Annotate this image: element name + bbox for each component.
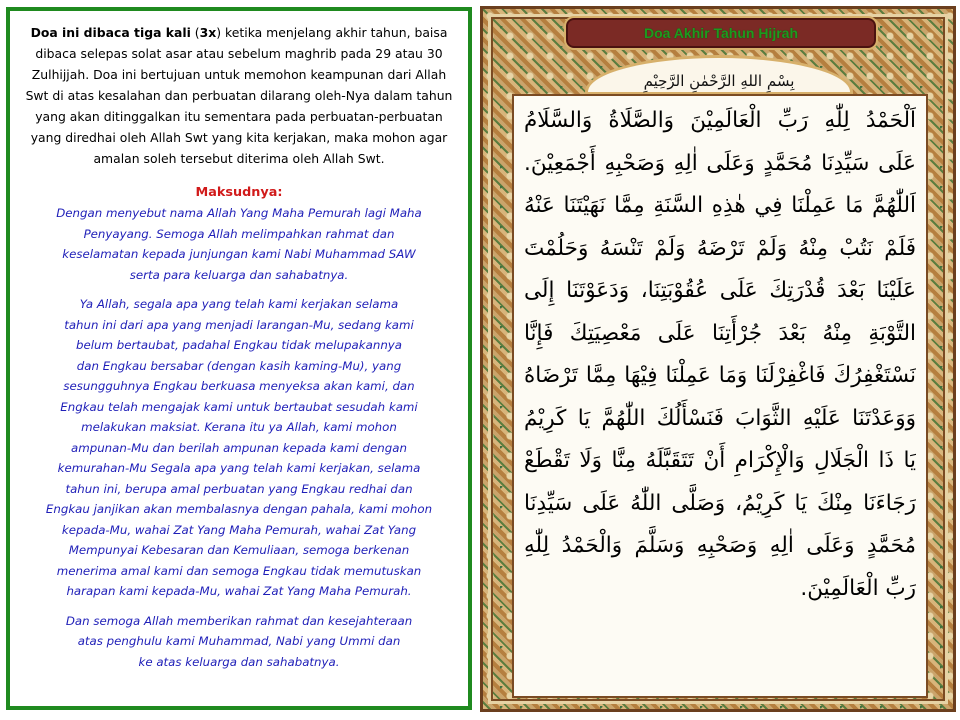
translation-line: menerima amal kami dan semoga Engkau tidak memutuskan — [56, 563, 422, 578]
translation-line: Engkau janjikan akan membalasnya dengan pahala, kami mohon — [45, 502, 433, 516]
translation-line: Dan semoga Allah memberikan rahmat dan kesejahteraan — [65, 613, 413, 628]
arabic-line: التَّوْبَةِ مِنْهُ بَعْدَ جُرْأَتِنَا عَلَى مَعْصِيَتِكَ فَإِنَّا — [524, 320, 916, 346]
translation-line: belum bertaubat, padahal Engkau tidak melupakannya — [75, 338, 403, 352]
translation-line: ke atas keluarga dan sahabatnya. — [138, 654, 340, 669]
translation-line: keselamatan kepada junjungan kami Nabi Muhammad SAW — [62, 247, 416, 261]
translation-line: Ya Allah, segala apa yang telah kami kerjakan selama — [79, 297, 399, 311]
arabic-line: مُحَمَّدٍ وَعَلَى اٰلِهِ وَصَحْبِهِ وَسَلَّمَ وَالْحَمْدُ لِلّٰهِ — [524, 533, 916, 558]
arabic-line: عَلَى سَيِّدِنَا مُحَمَّدٍ وَعَلَى اٰلِهِ وَصَحْبِهِ أَجْمَعِيْنَ. — [524, 150, 916, 176]
maksudnya-heading: Maksudnya: — [195, 185, 283, 200]
translation-line: kepada-Mu, wahai Zat Yang Maha Pemurah, wahai Zat Yang — [61, 522, 417, 537]
translation-paragraph-3 — [22, 611, 456, 673]
arabic-line: وَوَعَدْتَنَا عَلَيْهِ الثَّوَابَ فَنَسْأَلُكَ اللّٰهُمَّ يَا كَرِيْمُ — [524, 405, 916, 431]
arabic-line: رَبِّ الْعَالَمِيْنَ. — [800, 575, 916, 601]
translation-line: kemurahan-Mu Segala apa yang telah kami kerjakan, selama — [57, 461, 421, 475]
translation-line: Penyayang. Semoga Allah melimpahkan rahmat dan — [83, 226, 395, 241]
intro-bold-count: 3x — [199, 25, 217, 40]
translation-line: Dengan menyebut nama Allah Yang Maha Pemurah lagi Maha — [56, 206, 422, 220]
translation-line: melakukan maksiat. Kerana itu ya Allah, kami mohon — [81, 420, 397, 434]
intro-paren-open: ( — [190, 25, 200, 40]
arabic-line: يَا ذَا الْجَلَالِ وَالْإِكْرَامِ أَنْ تَتَقَبَّلَهُ مِنَّا وَلَا تَقْطَعْ — [524, 448, 916, 473]
arabic-line: عَلَيْنَا بَعْدَ قُدْرَتِكَ عَلَى عُقُوْبَتِنَا، وَدَعَوْتَنَا إِلَى — [524, 278, 916, 303]
translation-line: tahun ini, berupa amal perbuatan yang Engkau redhai dan — [65, 481, 413, 496]
translation-line: atas penghulu kami Muhammad, Nabi yang Ummi dan — [77, 634, 401, 648]
arabic-line: نَسْتَغْفِرُكَ فَاغْفِرْلَنَا وَمَا عَمِلْنَا فِيْهَا مِمَّا تَرْضَاهُ — [524, 363, 916, 388]
arabic-text-box — [512, 94, 928, 698]
translation-line: tahun ini dari apa yang menjadi larangan-Mu, sedang kami — [64, 317, 414, 332]
title-banner — [564, 16, 878, 50]
translation-paragraph-2 — [22, 294, 456, 602]
arabic-line: اَللّٰهُمَّ مَا عَمِلْنَا فِي هٰذِهِ السَّنَةِ مِمَّا نَهَيْتَنَا عَنْهُ — [524, 193, 916, 218]
translation-line: harapan kami kepada-Mu, wahai Zat Yang Maha Pemurah. — [66, 584, 412, 598]
bismillah-text: بِسْمِ اللهِ الرَّحْمٰنِ الرَّحِيْمِ — [643, 72, 795, 90]
translation-line: serta para keluarga dan sahabatnya. — [129, 267, 349, 282]
intro-bold-phrase: Doa ini dibaca tiga kali — [30, 25, 191, 40]
translation-line: sesungguhnya Engkau berkuasa menyeksa akan kami, dan — [63, 379, 415, 393]
intro-paragraph — [22, 22, 456, 169]
translation-line: ampunan-Mu dan berilah ampunan kepada kami dengan — [71, 440, 407, 455]
translation-line: Mempunyai Kebesaran dan Kemuliaan, semoga berkenan — [68, 543, 410, 557]
arabic-line: فَلَمْ نَتُبْ مِنْهُ وَلَمْ تَرْضَهُ وَلَمْ تَنْسَهُ وَحَلُمْتَ — [524, 235, 916, 261]
translation-panel — [6, 7, 472, 710]
translation-line: dan Engkau bersabar (dengan kasih kaming-Mu), yang — [76, 358, 402, 373]
doa-title: Doa Akhir Tahun Hijrah — [643, 25, 798, 41]
arabic-line: رَجَاءَنَا مِنْكَ يَا كَرِيْمُ، وَصَلَّى اللّٰهُ عَلَى سَيِّدِنَا — [524, 490, 916, 516]
intro-rest: ) ketika menjelang akhir tahun, baisa dibaca selepas solat asar atau sebelum maghrib pada 29 atau 30 Zulhijjah. Doa ini bertujuan untuk memohon keampunan dari Allah Swt di atas kesalahan dan perbuatan dilarang oleh-Nya dalam tahun yang akan ditinggalkan itu sementara pada perbuatan-perbuatan yang diredhai oleh Allah Swt yang kita kerjakan, maka mohon agar amalan soleh tersebut diterima oleh Allah Swt. — [25, 25, 453, 166]
arabic-line: اَلْحَمْدُ لِلّٰهِ رَبِّ الْعَالَمِيْنَ وَالصَّلَاةُ وَالسَّلَامُ — [524, 108, 916, 133]
arabic-doa-panel — [480, 6, 956, 712]
translation-line: Engkau telah mengajak kami untuk bertaubat sesudah kami — [60, 399, 418, 414]
translation-paragraph-1 — [22, 203, 456, 285]
